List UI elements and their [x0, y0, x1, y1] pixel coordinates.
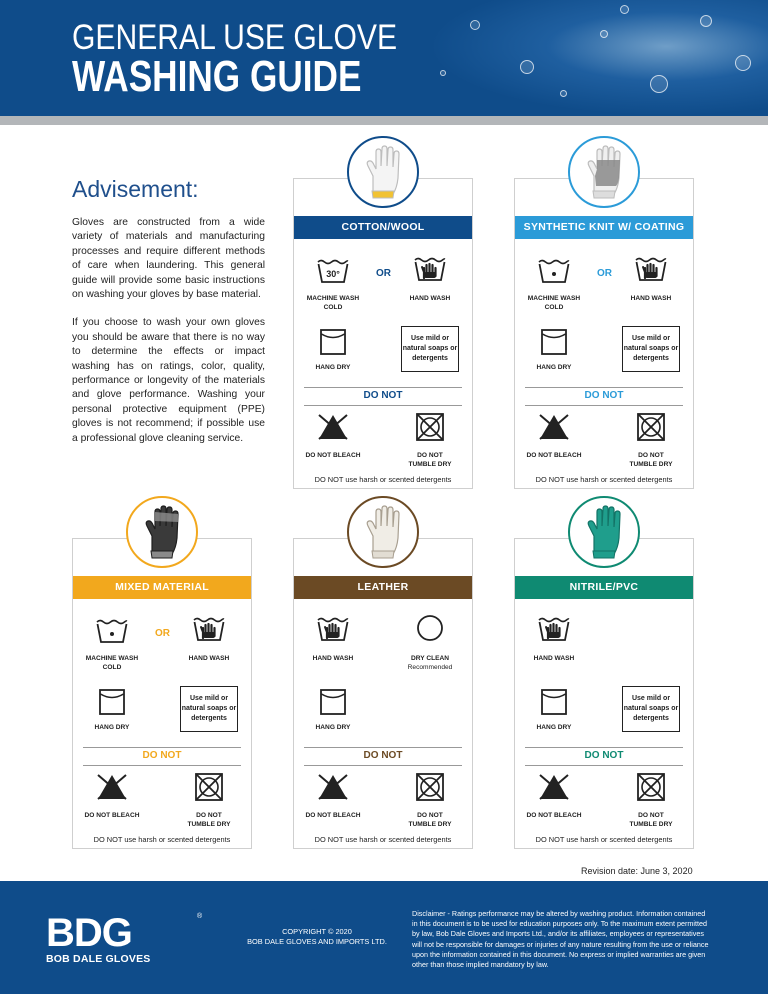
no-bleach-icon: [538, 413, 570, 446]
do-not-heading: DO NOT: [584, 750, 624, 761]
machine-wash-label: [521, 295, 587, 312]
harsh-detergent-note: DO NOT use harsh or scented detergents: [314, 475, 452, 484]
no-tumble-dry-icon: [636, 772, 666, 807]
care-card-synthetic: [514, 178, 694, 489]
bdg-logo: BDG: [46, 911, 132, 955]
or-text: OR: [155, 628, 170, 639]
leather-glove-icon: [347, 496, 419, 568]
care-card-cotton: [293, 178, 473, 489]
hang-dry-label: HANG DRY: [536, 364, 572, 371]
divider: [304, 747, 462, 748]
mild-soap-note: Use mild or natural soaps or detergents: [622, 686, 680, 732]
do-not-tumble-dry-label: [400, 812, 460, 829]
mild-soap-note: Use mild or natural soaps or detergents: [622, 326, 680, 372]
company-name: BOB DALE GLOVES: [46, 953, 151, 965]
harsh-detergent-note: DO NOT use harsh or scented detergents: [535, 835, 673, 844]
divider: [525, 405, 683, 406]
mild-soap-note: Use mild or natural soaps or detergents: [180, 686, 238, 732]
machine-wash-label: [79, 655, 145, 672]
do-not-tumble-dry-label: [400, 452, 460, 469]
bubble: [620, 5, 629, 14]
hand-wash-label: HAND WASH: [533, 655, 575, 662]
divider: [304, 765, 462, 766]
no-tumble-dry-icon: [194, 772, 224, 807]
hand-wash-icon: [634, 254, 668, 287]
hang-dry-label: HANG DRY: [315, 364, 351, 371]
hang-dry-icon: [319, 688, 347, 721]
hang-dry-label: HANG DRY: [536, 724, 572, 731]
card-title-band: MIXED MATERIAL: [73, 576, 251, 599]
divider: [83, 747, 241, 748]
harsh-detergent-note: DO NOT use harsh or scented detergents: [314, 835, 452, 844]
machine-wash-label-line2: COLD: [323, 303, 343, 311]
do-not-tumble-dry-line2: TUMBLE DRY: [408, 460, 452, 468]
do-not-heading: DO NOT: [584, 390, 624, 401]
do-not-tumble-dry-label: [179, 812, 239, 829]
harsh-detergent-note: DO NOT use harsh or scented detergents: [93, 835, 231, 844]
do-not-tumble-dry-line1: DO NOT: [196, 812, 222, 819]
machine-wash-label-line2: COLD: [544, 303, 564, 311]
dry-clean-label-line2: Recommended: [407, 663, 453, 671]
card-title-band: COTTON/WOOL: [294, 216, 472, 239]
machine-wash-label-line1: MACHINE WASH: [306, 295, 360, 302]
card-title-band: NITRILE/PVC: [515, 576, 693, 599]
machine-wash-label-line1: MACHINE WASH: [527, 295, 581, 302]
bubble: [700, 15, 712, 27]
do-not-tumble-dry-line2: TUMBLE DRY: [629, 820, 673, 828]
no-bleach-icon: [317, 413, 349, 446]
hang-dry-label: HANG DRY: [94, 724, 130, 731]
title-line1: GENERAL USE GLOVE: [72, 18, 398, 57]
mixed-glove-icon: [126, 496, 198, 568]
bubble: [440, 70, 446, 76]
hang-dry-icon: [319, 328, 347, 361]
or-text: OR: [597, 268, 612, 279]
hand-wash-icon: [316, 614, 350, 647]
do-not-bleach-label: DO NOT BLEACH: [305, 812, 361, 819]
bubble: [600, 30, 608, 38]
dry-clean-label-line1: DRY CLEAN: [410, 655, 450, 662]
do-not-tumble-dry-line2: TUMBLE DRY: [187, 820, 231, 828]
card-title-band: LEATHER: [294, 576, 472, 599]
hand-wash-icon: [192, 614, 226, 647]
hand-wash-label: HAND WASH: [630, 295, 672, 302]
do-not-heading: DO NOT: [363, 390, 403, 401]
copyright-line2: BOB DALE GLOVES AND IMPORTS LTD.: [247, 937, 387, 946]
do-not-bleach-label: DO NOT BLEACH: [84, 812, 140, 819]
no-tumble-dry-icon: [415, 772, 445, 807]
do-not-bleach-label: DO NOT BLEACH: [526, 812, 582, 819]
machine-wash-label-line1: MACHINE WASH: [85, 655, 139, 662]
bubble: [520, 60, 534, 74]
do-not-tumble-dry-line1: DO NOT: [638, 812, 664, 819]
care-card-mixed: [72, 538, 252, 849]
do-not-tumble-dry-label: [621, 812, 681, 829]
hand-wash-icon: [413, 254, 447, 287]
do-not-tumble-dry-line1: DO NOT: [417, 812, 443, 819]
hang-dry-icon: [540, 328, 568, 361]
svg-text:30°: 30°: [326, 269, 340, 279]
do-not-tumble-dry-line1: DO NOT: [638, 452, 664, 459]
hand-wash-label: HAND WASH: [188, 655, 230, 662]
divider: [525, 765, 683, 766]
machine-wash-icon: [316, 256, 350, 289]
copyright: [232, 927, 402, 947]
no-tumble-dry-icon: [415, 412, 445, 447]
do-not-tumble-dry-line2: TUMBLE DRY: [408, 820, 452, 828]
divider: [304, 405, 462, 406]
no-bleach-icon: [317, 773, 349, 806]
disclaimer: Disclaimer - Ratings performance may be altered by washing product. Information contained in this document is to be used for education purposes only. To the maximum extent permitted by law, Bob Dale Gloves and Imports Ltd., and/or its affiliates, employees or representatives will not be responsible for damages or injuries of any nature resulting from the use or reliance upon the information contained in this document. No express or implied warranties are given other than those implied mandatory by law.: [412, 909, 709, 970]
bubble: [735, 55, 751, 71]
revision-date: Revision date: June 3, 2020: [581, 866, 693, 876]
machine-wash-label-line2: COLD: [102, 663, 122, 671]
no-bleach-icon: [96, 773, 128, 806]
care-card-nitrile: [514, 538, 694, 849]
hang-dry-icon: [98, 688, 126, 721]
divider: [83, 765, 241, 766]
hand-wash-label: HAND WASH: [312, 655, 354, 662]
hand-wash-icon: [537, 614, 571, 647]
header-divider: [0, 116, 768, 125]
dry-clean-label: [400, 655, 460, 672]
card-title-band: SYNTHETIC KNIT W/ COATING: [515, 216, 693, 239]
care-card-leather: [293, 538, 473, 849]
dry-clean-icon: [415, 613, 445, 648]
divider: [304, 387, 462, 388]
copyright-line1: COPYRIGHT © 2020: [282, 927, 352, 936]
registered-mark: ®: [197, 913, 203, 920]
do-not-bleach-label: DO NOT BLEACH: [526, 452, 582, 459]
machine-wash-label: [300, 295, 366, 312]
header-banner: [0, 0, 768, 116]
hang-dry-icon: [540, 688, 568, 721]
nitrile-glove-icon: [568, 496, 640, 568]
advisement-text: [72, 216, 265, 460]
do-not-bleach-label: DO NOT BLEACH: [305, 452, 361, 459]
title-line2: WASHING GUIDE: [72, 52, 362, 101]
water-splash-image: [428, 0, 768, 116]
or-text: OR: [376, 268, 391, 279]
machine-wash-icon: [537, 256, 571, 289]
do-not-heading: DO NOT: [363, 750, 403, 761]
do-not-heading: DO NOT: [142, 750, 182, 761]
no-bleach-icon: [538, 773, 570, 806]
bubble: [560, 90, 567, 97]
mild-soap-note: Use mild or natural soaps or detergents: [401, 326, 459, 372]
divider: [525, 387, 683, 388]
no-tumble-dry-icon: [636, 412, 666, 447]
bubble: [470, 20, 480, 30]
advisement-paragraph-1: Gloves are constructed from a wide variety of materials and manufacturing processes and require different methods of care when laundering. This general guide will provide some basic instructions on washing your gloves by base material.: [72, 217, 265, 301]
white-glove-icon: [347, 136, 419, 208]
hand-wash-label: HAND WASH: [409, 295, 451, 302]
do-not-tumble-dry-line1: DO NOT: [417, 452, 443, 459]
advisement-paragraph-2: If you choose to wash your own gloves you should be aware that there is no way to determine the effects or impact washing has on ratings, color, quality, performance or longevity of the materials and glove performance. Washing your personal protective equipment (PPE) gloves is not recommend; if possible use a professional glove cleaning service.: [72, 317, 265, 444]
divider: [525, 747, 683, 748]
coated-glove-icon: [568, 136, 640, 208]
advisement-title: Advisement:: [72, 176, 199, 202]
machine-wash-icon: [95, 616, 129, 649]
hang-dry-label: HANG DRY: [315, 724, 351, 731]
do-not-tumble-dry-line2: TUMBLE DRY: [629, 460, 673, 468]
footer: [0, 881, 768, 994]
do-not-tumble-dry-label: [621, 452, 681, 469]
bubble: [650, 75, 668, 93]
harsh-detergent-note: DO NOT use harsh or scented detergents: [535, 475, 673, 484]
